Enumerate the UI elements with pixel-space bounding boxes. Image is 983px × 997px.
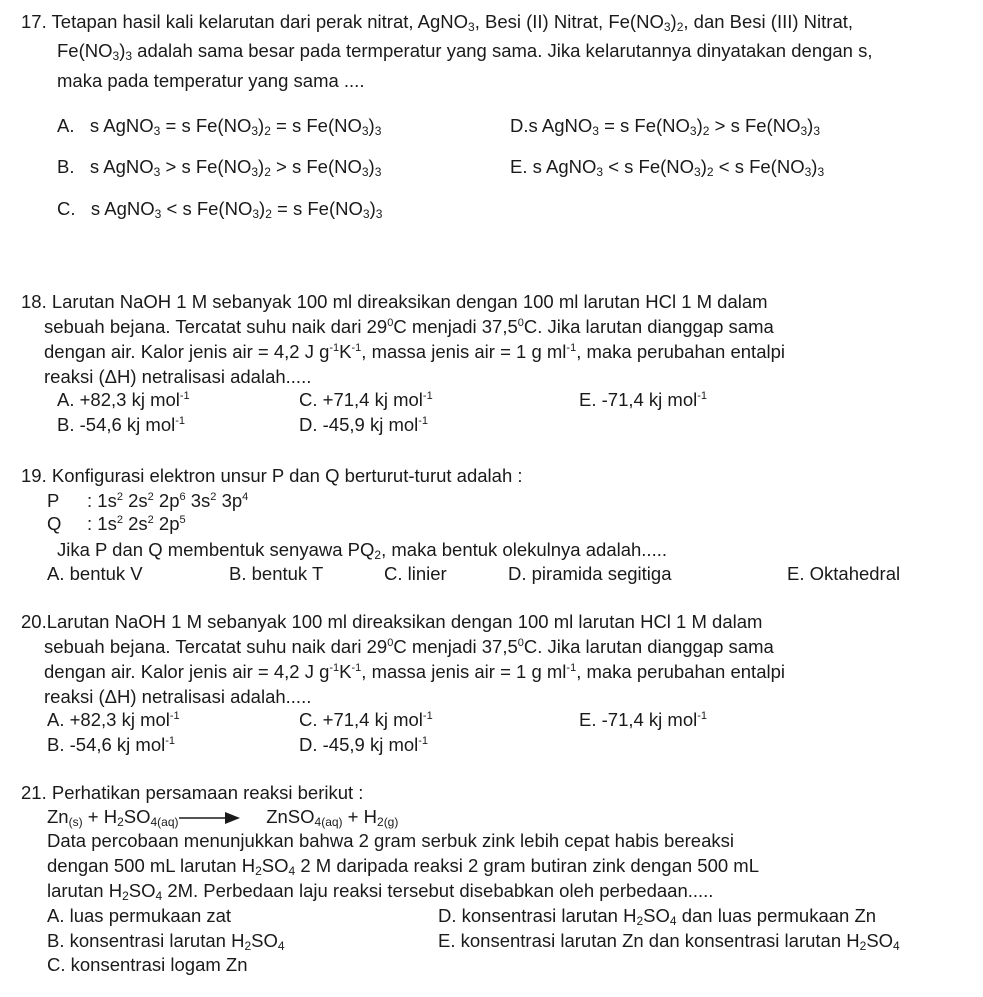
- q21-option-e[interactable]: E. konsentrasi larutan Zn dan konsentrasi larutan H2SO4: [438, 930, 900, 953]
- q20-line2: sebuah bejana. Tercatat suhu naik dari $29^0C$ menjadi 37,5$^0$C. Jika larutan dianggap sama: [44, 636, 774, 657]
- q19-option-b[interactable]: B. bentuk T: [229, 563, 324, 584]
- q20-option-d[interactable]: D. -45,9 kj mol$^{-1}$: [299, 734, 429, 755]
- q21-option-d[interactable]: D. konsentrasi larutan H2SO4 dan luas permukaan Zn: [438, 905, 877, 928]
- q21-line3: Data percobaan menunjukkan bahwa 2 gram serbuk zink lebih cepat habis bereaksi: [47, 830, 734, 851]
- q20-line1: 20.Larutan NaOH 1 M sebanyak 100 ml direaksikan dengan 100 ml larutan HCl 1 M dalam: [21, 611, 763, 632]
- q18-option-b[interactable]: B. -54,6 kj mol$^{-1}$: [57, 414, 186, 435]
- q21-option-a[interactable]: A. luas permukaan zat: [47, 905, 232, 926]
- q19-config-q: Q : $1s^2$ $2s^2$ $2p^5$: [47, 513, 186, 534]
- q17-option-b[interactable]: B. s AgNO3 > s Fe(NO3)2 > s Fe(NO3)3: [57, 156, 382, 179]
- q18-line2: sebuah bejana. Tercatat suhu naik dari $29^0C$ menjadi 37,5$^0$C. Jika larutan dianggap sama: [44, 316, 774, 337]
- q17-option-e[interactable]: E. s AgNO3 < s Fe(NO3)2 < s Fe(NO3)3: [510, 156, 825, 179]
- q17-option-a[interactable]: A. s AgNO3 = s Fe(NO3)2 = s Fe(NO3)3: [57, 115, 382, 138]
- q18-option-a[interactable]: A. +82,3 kj mol$^{-1}$: [57, 389, 190, 410]
- q19-option-a[interactable]: A. bentuk V: [47, 563, 143, 584]
- q21-option-b[interactable]: B. konsentrasi larutan H2SO4: [47, 930, 285, 953]
- q21-line4: dengan 500 mL larutan H2SO4 2 M daripada reaksi 2 gram butiran zink dengan 500 mL: [47, 855, 760, 878]
- q17-line3: maka pada temperatur yang sama ....: [57, 70, 365, 91]
- q18-line1: 18. Larutan NaOH 1 M sebanyak 100 ml direaksikan dengan 100 ml larutan HCl 1 M dalam: [21, 291, 768, 312]
- q17-option-d[interactable]: D.s AgNO3 = s Fe(NO3)2 > s Fe(NO3)3: [510, 115, 820, 138]
- q19-option-d[interactable]: D. piramida segitiga: [508, 563, 672, 584]
- q20-option-e[interactable]: E. -71,4 kj mol$^{-1}$: [579, 709, 708, 730]
- q20-option-c[interactable]: C. +71,4 kj mol$^{-1}$: [299, 709, 433, 730]
- q20-option-a[interactable]: A. +82,3 kj mol$^{-1}$: [47, 709, 180, 730]
- q21-line1: 21. Perhatikan persamaan reaksi berikut :: [21, 782, 364, 803]
- q17-line1: 17. Tetapan hasil kali kelarutan dari perak nitrat, AgNO3, Besi (II) Nitrat, Fe(NO3)2, dan Besi (III) Nitrat,: [21, 11, 854, 34]
- q19-option-c[interactable]: C. linier: [384, 563, 447, 584]
- q17-option-c[interactable]: C. s AgNO3 < s Fe(NO3)2 = s Fe(NO3)3: [57, 198, 383, 221]
- q17-line2: Fe(NO3)3 adalah sama besar pada termperatur yang sama. Jika kelarutannya dinyatakan dengan s,: [57, 40, 873, 63]
- q21-equation: Zn(s) + H2SO4(aq) ZnSO4(aq) + H2(g): [47, 806, 399, 829]
- q18-line3: dengan air. Kalor jenis air = 4,2 J $g^{-1}K^{-1}$, massa jenis air = 1 g $ml^{-1}$, maka perubahan entalpi: [44, 341, 785, 362]
- q19-label-q: Q: [47, 513, 62, 534]
- q20-option-b[interactable]: B. -54,6 kj mol$^{-1}$: [47, 734, 176, 755]
- q19-line4: Jika P dan Q membentuk senyawa PQ2, maka bentuk olekulnya adalah.....: [57, 539, 667, 562]
- q18-option-d[interactable]: D. -45,9 kj mol$^{-1}$: [299, 414, 429, 435]
- q20-line4: reaksi (ΔH) netralisasi adalah.....: [44, 686, 312, 707]
- q21-line5: larutan H2SO4 2M. Perbedaan laju reaksi tersebut disebabkan oleh perbedaan.....: [47, 880, 714, 903]
- q18-option-c[interactable]: C. +71,4 kj mol$^{-1}$: [299, 389, 433, 410]
- q21-option-c[interactable]: C. konsentrasi logam Zn: [47, 954, 248, 975]
- q18-option-e[interactable]: E. -71,4 kj mol$^{-1}$: [579, 389, 708, 410]
- q20-line3: dengan air. Kalor jenis air = 4,2 J $g^{-1}K^{-1}$, massa jenis air = 1 g $ml^{-1}$, maka perubahan entalpi: [44, 661, 785, 682]
- q19-option-e[interactable]: E. Oktahedral: [787, 563, 901, 584]
- q19-line1: 19. Konfigurasi elektron unsur P dan Q berturut-turut adalah :: [21, 465, 523, 486]
- q19-label-p: P: [47, 490, 60, 511]
- q19-config-p: P : $1s^2$ $2s^2$ $2p^6$ $3s^2$ $3p^4$: [47, 490, 249, 511]
- q17-number: 17.: [21, 11, 47, 32]
- reaction-arrow-icon: [179, 811, 241, 825]
- q18-line4: reaksi (ΔH) netralisasi adalah.....: [44, 366, 312, 387]
